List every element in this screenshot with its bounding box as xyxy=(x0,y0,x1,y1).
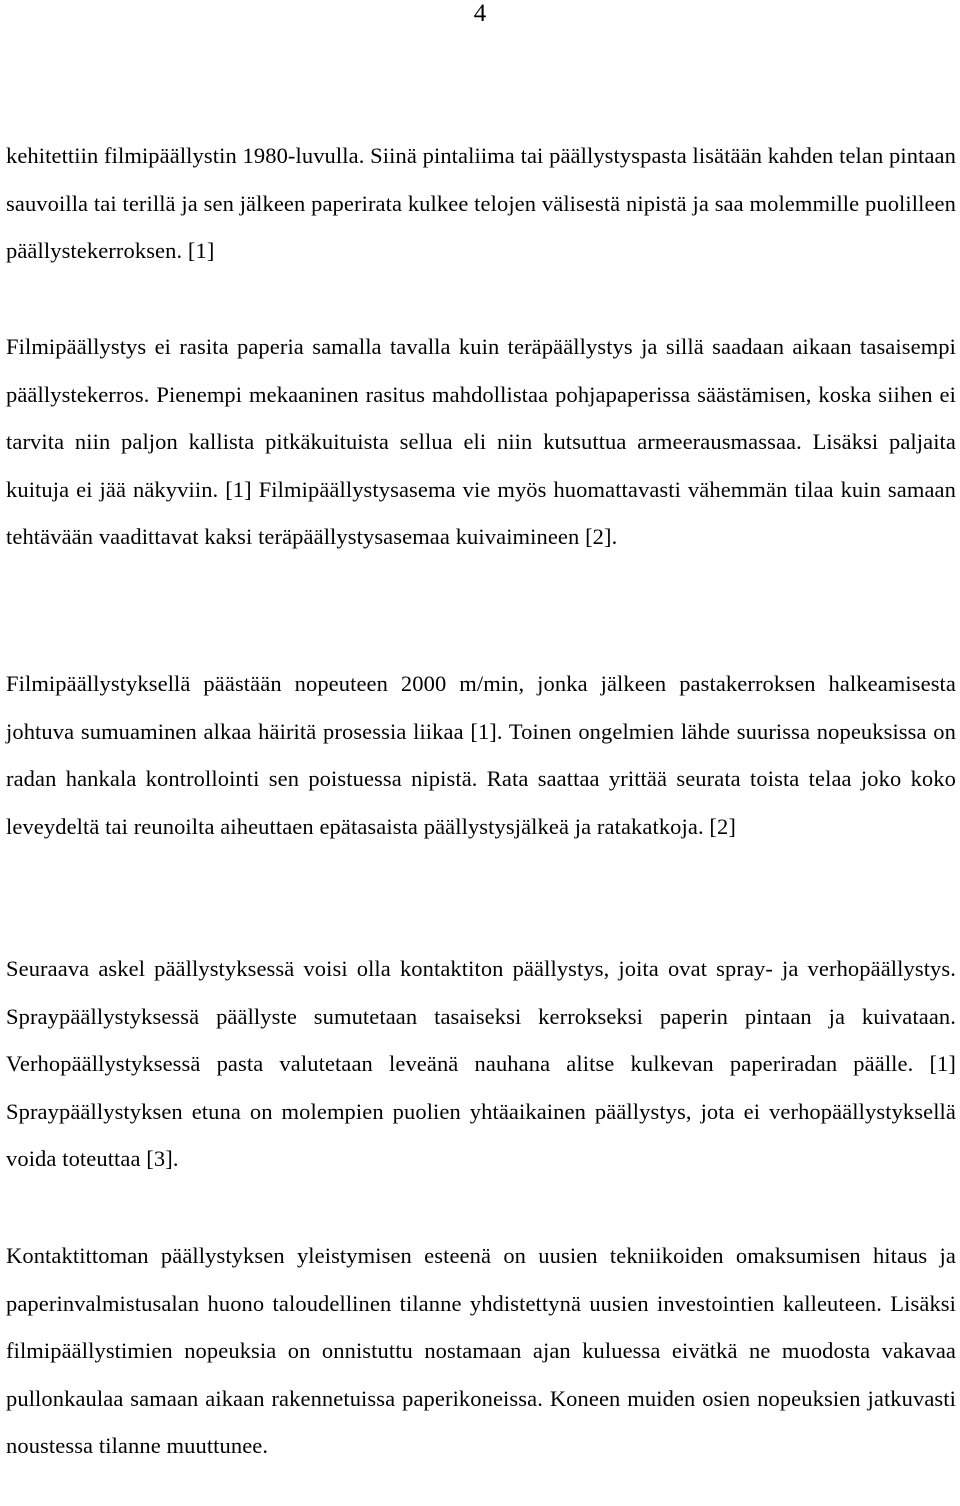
paragraph-5: Kontaktittoman päällystyksen yleistymisen esteenä on uusien tekniikoiden omaksumisen hitaus ja paperinvalmistusalan huono taloudellinen tilanne yhdistettynä uusien investointien kalleuteen. Lisäksi filmipäällystimien nopeuksia on onnistuttu nostamaan ajan kuluessa eivätkä ne muodosta vakavaa pullonkaulaa samaan aikaan rakennetuissa paperikoneissa. Koneen muiden osien nopeuksien jatkuvasti noustessa tilanne muuttunee. xyxy=(6,1243,956,1459)
page-number: 4 xyxy=(473,0,487,27)
paragraph-3: Filmipäällystyksellä päästään nopeuteen 2000 m/min, jonka jälkeen pastakerroksen halkeamisesta johtuva sumuaminen alkaa häiritä prosessia liikaa [1]. Toinen ongelmien lähde suurissa nopeuksissa on radan hankala kontrollointi sen poistuessa nipistä. Rata saattaa yrittää seurata toista telaa joko koko leveydeltä tai reunoilta aiheuttaen epätasaista päällystysjälkeä ja ratakatkoja. [2] xyxy=(6,671,956,839)
paragraph-4: Seuraava askel päällystyksessä voisi olla kontaktiton päällystys, joita ovat spray- ja verhopäällystys. Spraypäällystyksessä päällyste sumutetaan tasaiseksi kerrokseksi paperin pintaan ja kuivataan. Verhopäällystyksessä pasta valutetaan leveänä nauhana alitse kulkevan paperiradan päälle. [1] Spraypäällystyksen etuna on molempien puolien yhtäaikainen päällystys, jota ei verhopäällystyksellä voida toteuttaa [3]. xyxy=(6,956,956,1172)
paragraph-1: kehitettiin filmipäällystin 1980-luvulla. Siinä pintaliima tai päällystyspasta lisätään kahden telan pintaan sauvoilla tai terillä ja sen jälkeen paperirata kulkee telojen välisestä nipistä ja saa molemmille puolilleen päällystekerroksen. [1] xyxy=(6,143,956,264)
paragraph-2: Filmipäällystys ei rasita paperia samalla tavalla kuin teräpäällystys ja sillä saadaan aikaan tasaisempi päällystekerros. Pienempi mekaaninen rasitus mahdollistaa pohjapaperissa säästämisen, koska siihen ei tarvita niin paljon kallista pitkäkuituista sellua eli niin kutsuttua armeerausmassaa. Lisäksi paljaita kuituja ei jää näkyviin. [1] Filmipäällystysasema vie myös huomattavasti vähemmän tilaa kuin samaan tehtävään vaadittavat kaksi teräpäällystysasemaa kuivaimineen [2]. xyxy=(6,334,956,550)
